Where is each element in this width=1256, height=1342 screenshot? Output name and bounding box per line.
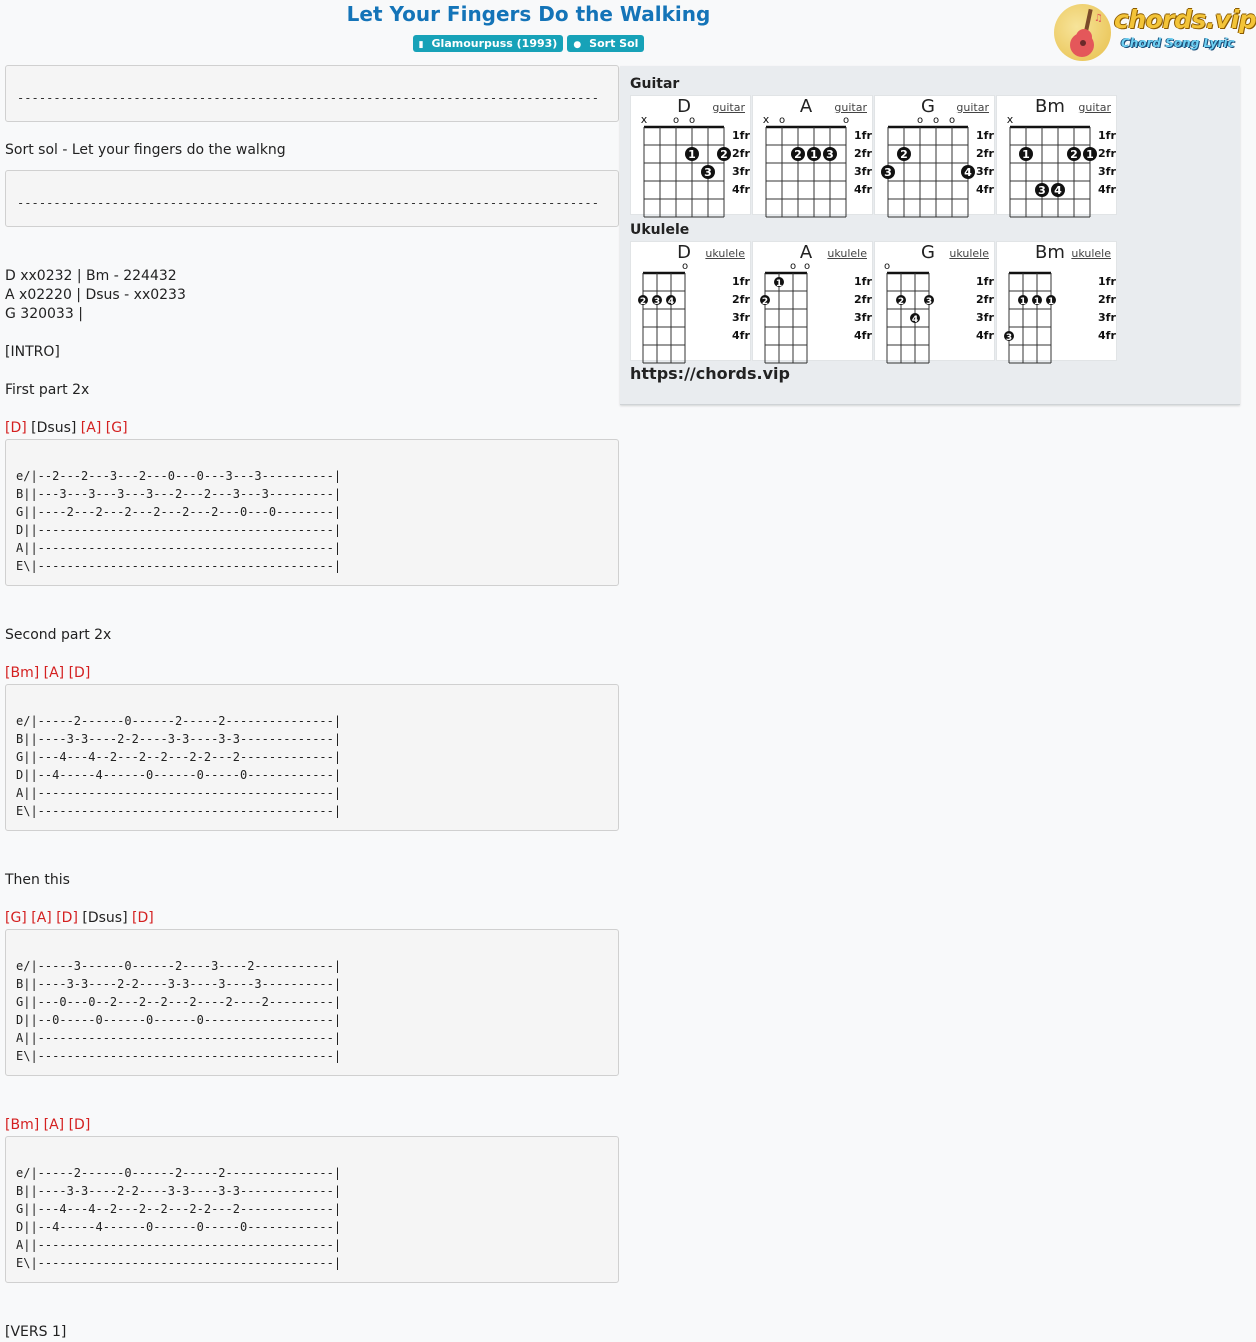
chord-name: D — [677, 96, 691, 117]
fretboard — [875, 96, 996, 216]
chord-link[interactable]: [A] — [80, 420, 102, 436]
chord-diagrams-panel — [620, 66, 1240, 405]
fretboard — [753, 242, 874, 362]
fretboard — [875, 242, 996, 362]
dash-line: -------------------------------------------------------------------------------- — [17, 196, 599, 210]
section-first-part: First part 2x — [5, 382, 90, 398]
fret-label: 3fr — [1098, 165, 1116, 178]
artist-badge[interactable] — [567, 35, 644, 52]
finger-number: 2 — [1070, 148, 1078, 161]
section-intro: [INTRO] — [5, 344, 60, 360]
fret-label: 1fr — [732, 129, 750, 142]
tab-line: e/|-----2------0------2-----2---------------| — [16, 1166, 342, 1180]
fret-label: 3fr — [732, 311, 750, 324]
fret-label: 2fr — [1098, 147, 1116, 160]
fret-label: 4fr — [854, 329, 872, 342]
finger-number: 1 — [688, 148, 696, 161]
finger-number: 2 — [794, 148, 802, 161]
finger-number: 1 — [1047, 297, 1055, 307]
ukulele-chord-diagram[interactable] — [996, 241, 1117, 361]
fretboard — [631, 96, 752, 216]
tab-line: G||---4---4--2---2--2---2-2---2-------------| — [16, 750, 342, 764]
fret-label: 2fr — [854, 293, 872, 306]
fret-label: 2fr — [854, 147, 872, 160]
ukulele-link[interactable]: ukulele — [827, 247, 867, 260]
fret-label: 4fr — [976, 183, 994, 196]
logo-tagline: Chord Song Lyric — [1121, 36, 1235, 50]
finger-number: 3 — [925, 297, 933, 307]
chord-key-line: G 320033 | — [5, 306, 83, 322]
fret-label: 3fr — [854, 311, 872, 324]
tab-block — [5, 65, 619, 122]
tab-line: E\|-----------------------------------------| — [16, 559, 342, 573]
tab-line: E\|-----------------------------------------| — [16, 1049, 342, 1063]
tab-line: B||----3-3----2-2----3-3----3----3----------| — [16, 977, 342, 991]
guitar-chord-diagram[interactable] — [874, 95, 995, 215]
finger-number: 3 — [653, 297, 661, 307]
open-string-mark: o — [842, 115, 850, 126]
open-string-mark: o — [916, 115, 924, 126]
guitar-chord-diagram[interactable] — [752, 95, 873, 215]
fret-label: 2fr — [732, 293, 750, 306]
open-string-mark: o — [948, 115, 956, 126]
chord-key-line: A x02220 | Dsus - xx0233 — [5, 287, 186, 303]
fret-label: 4fr — [854, 183, 872, 196]
ukulele-link[interactable]: ukulele — [705, 247, 745, 260]
tab-line: A||-----------------------------------------| — [16, 1238, 342, 1252]
guitar-chord-diagram[interactable] — [630, 95, 751, 215]
chord-name: A — [799, 96, 813, 117]
fret-label: 3fr — [976, 311, 994, 324]
fret-label: 4fr — [976, 329, 994, 342]
tab-line: e/|--2---2---3---2---0---0---3---3----------| — [16, 469, 342, 483]
fret-label: 4fr — [732, 183, 750, 196]
finger-number: 1 — [775, 279, 783, 289]
finger-number: 1 — [1086, 148, 1094, 161]
fret-label: 2fr — [976, 147, 994, 160]
chord-name: A — [799, 242, 813, 263]
chord-line — [5, 419, 619, 438]
guitar-link[interactable]: guitar — [834, 101, 867, 114]
tab-line: G||----2---2---2---2---2---2---0---0--------| — [16, 505, 342, 519]
guitar-link[interactable]: guitar — [956, 101, 989, 114]
ukulele-chord-diagram[interactable] — [874, 241, 995, 361]
fret-label: 4fr — [1098, 329, 1116, 342]
fretboard — [631, 242, 752, 362]
finger-number: 4 — [1054, 184, 1062, 197]
artist-badge-label: Sort Sol — [589, 37, 639, 50]
fret-label: 2fr — [1098, 293, 1116, 306]
finger-number: 4 — [964, 166, 972, 179]
open-string-mark: o — [932, 115, 940, 126]
ukulele-heading: Ukulele — [630, 222, 690, 238]
chord-link[interactable]: [G] — [105, 420, 128, 436]
tab-line: D||--0-----0------0------0------------------| — [16, 1013, 342, 1027]
song-title[interactable]: Let Your Fingers Do the Walking — [346, 2, 711, 26]
svg-text:♫: ♫ — [1094, 13, 1103, 24]
fretboard — [997, 96, 1118, 216]
chord-link[interactable]: [Bm] — [5, 665, 40, 681]
fret-label: 1fr — [976, 275, 994, 288]
tab-line: E\|-----------------------------------------| — [16, 804, 342, 818]
tab-line: E\|-----------------------------------------| — [16, 1256, 342, 1270]
tab-line: e/|-----3------0------2----3----2-----------| — [16, 959, 342, 973]
chord-line — [5, 664, 619, 683]
tab-block — [5, 684, 619, 831]
section-then-this: Then this — [5, 872, 70, 888]
chord-key-line: D xx0232 | Bm - 224432 — [5, 268, 177, 284]
ukulele-chord-diagram[interactable] — [752, 241, 873, 361]
fret-label: 1fr — [732, 275, 750, 288]
tab-line: D||--4-----4------0------0-----0------------| — [16, 1220, 342, 1234]
tab-block — [5, 439, 619, 586]
fret-label: 3fr — [854, 165, 872, 178]
fret-label: 3fr — [976, 165, 994, 178]
chord-line — [5, 909, 619, 928]
tab-line: B||---3---3---3---3---2---2---3---3---------| — [16, 487, 342, 501]
song-badges — [0, 35, 1057, 52]
chord-link[interactable]: [Bm] — [5, 1117, 40, 1133]
open-string-mark: o — [778, 115, 786, 126]
tab-block — [5, 170, 619, 227]
finger-number: 2 — [639, 297, 647, 307]
logo-wordmark: chords.vip — [1114, 5, 1256, 34]
fret-label: 2fr — [732, 147, 750, 160]
muted-string-mark: x — [640, 113, 648, 126]
tab-line: D||--4-----4------0------0-----0------------| — [16, 768, 342, 782]
guitar-link[interactable]: guitar — [1078, 101, 1111, 114]
open-string-mark: o — [672, 115, 680, 126]
fret-label: 3fr — [1098, 311, 1116, 324]
guitar-link[interactable]: guitar — [712, 101, 745, 114]
guitar-heading: Guitar — [630, 76, 680, 92]
tab-line: e/|-----2------0------2-----2---------------| — [16, 714, 342, 728]
album-badge[interactable] — [413, 35, 564, 52]
finger-number: 2 — [720, 148, 728, 161]
finger-number: 1 — [1019, 297, 1027, 307]
page-header — [0, 0, 1256, 64]
fretboard — [753, 96, 874, 216]
ukulele-link[interactable]: ukulele — [1071, 247, 1111, 260]
finger-number: 1 — [1033, 297, 1041, 307]
tab-line: D||-----------------------------------------| — [16, 523, 342, 537]
chord-link[interactable]: [G] — [5, 910, 27, 926]
finger-number: 1 — [1022, 148, 1030, 161]
chord-link[interactable]: [D] — [68, 1117, 91, 1133]
finger-number: 3 — [704, 166, 712, 179]
tab-line: A||-----------------------------------------| — [16, 1031, 342, 1045]
section-second-part: Second part 2x — [5, 627, 112, 643]
chord-text: [Dsus] — [31, 420, 77, 436]
fret-label: 4fr — [1098, 183, 1116, 196]
muted-string-mark: x — [1006, 113, 1014, 126]
finger-number: 3 — [884, 166, 892, 179]
fret-label: 1fr — [1098, 275, 1116, 288]
finger-number: 4 — [911, 315, 919, 325]
chord-link[interactable]: [D] — [56, 910, 78, 926]
finger-number: 3 — [826, 148, 834, 161]
section-verse-1: [VERS 1] — [5, 1324, 67, 1340]
fret-label: 2fr — [976, 293, 994, 306]
chord-line — [5, 1116, 619, 1135]
tab-line: A||-----------------------------------------| — [16, 541, 342, 555]
muted-string-mark: x — [762, 113, 770, 126]
tab-line: B||----3-3----2-2----3-3----3-3-------------| — [16, 1184, 342, 1198]
open-string-mark: o — [883, 261, 891, 272]
chord-text: [Dsus] — [82, 910, 128, 926]
tab-line: G||---0---0--2---2--2---2----2----2---------| — [16, 995, 342, 1009]
chord-link[interactable]: [A] — [31, 910, 52, 926]
open-string-mark: o — [688, 115, 696, 126]
tab-block — [5, 929, 619, 1076]
tab-line: B||----3-3----2-2----3-3----3-3-------------| — [16, 732, 342, 746]
site-logo[interactable] — [1052, 3, 1256, 63]
tab-block — [5, 1136, 619, 1283]
chord-link[interactable]: [D] — [68, 665, 91, 681]
fret-label: 1fr — [854, 129, 872, 142]
dash-line: -------------------------------------------------------------------------------- — [17, 91, 599, 105]
open-string-mark: o — [803, 261, 811, 272]
chord-name: G — [921, 242, 935, 263]
fretboard — [997, 242, 1118, 362]
chord-link[interactable]: [D] — [132, 910, 154, 926]
tab-line: A||-----------------------------------------| — [16, 786, 342, 800]
chord-link[interactable]: [D] — [5, 420, 27, 436]
finger-number: 2 — [897, 297, 905, 307]
fret-label: 4fr — [732, 329, 750, 342]
fret-label: 3fr — [732, 165, 750, 178]
chord-name: Bm — [1035, 96, 1065, 117]
guitar-icon — [1062, 7, 1108, 61]
song-content — [5, 65, 619, 1342]
fret-label: 1fr — [976, 129, 994, 142]
album-badge-label: Glamourpuss (1993) — [431, 37, 558, 50]
chord-key-list — [5, 267, 619, 324]
finger-number: 2 — [900, 148, 908, 161]
ukulele-link[interactable]: ukulele — [949, 247, 989, 260]
fret-label: 1fr — [854, 275, 872, 288]
finger-number: 3 — [1038, 184, 1046, 197]
chord-link[interactable]: [A] — [43, 665, 65, 681]
song-subtitle: Sort sol - Let your fingers do the walkng — [5, 142, 286, 158]
finger-number: 2 — [761, 297, 769, 307]
user-icon: ● — [573, 40, 582, 50]
tab-line: G||---4---4--2---2--2---2-2---2-------------| — [16, 1202, 342, 1216]
chord-name: G — [921, 96, 935, 117]
fret-label: 1fr — [1098, 129, 1116, 142]
album-icon: ▮ — [418, 40, 424, 50]
chord-link[interactable]: [A] — [43, 1117, 65, 1133]
site-url[interactable]: https://chords.vip — [630, 364, 790, 383]
finger-number: 3 — [1005, 333, 1013, 343]
ukulele-chord-diagram[interactable] — [630, 241, 751, 361]
guitar-chord-diagram[interactable] — [996, 95, 1117, 215]
finger-number: 1 — [810, 148, 818, 161]
finger-number: 4 — [667, 297, 675, 307]
chord-name: Bm — [1035, 242, 1065, 263]
open-string-mark: o — [681, 261, 689, 272]
open-string-mark: o — [789, 261, 797, 272]
chord-name: D — [677, 242, 691, 263]
